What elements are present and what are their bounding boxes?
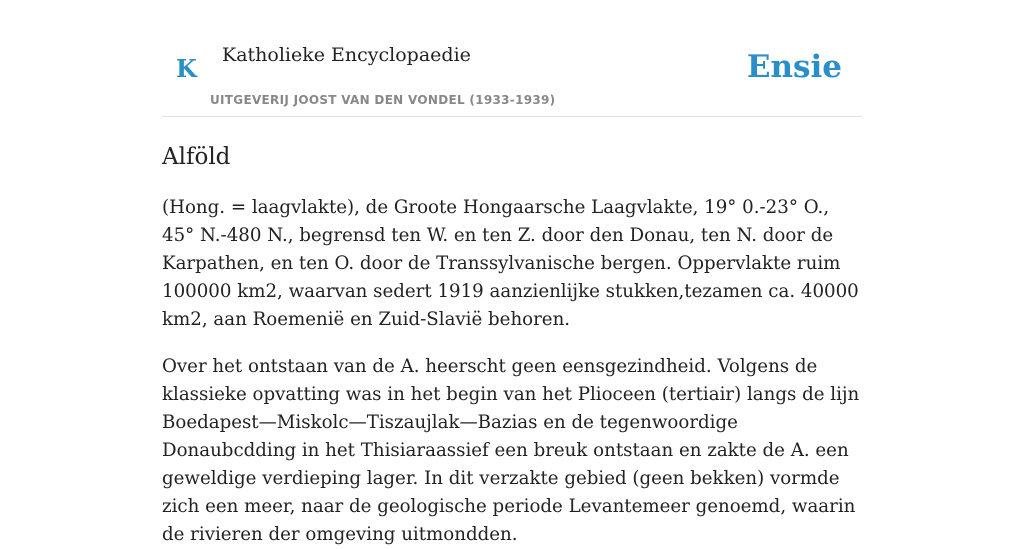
article-paragraph: Over het ontstaan van de A. heerscht geen eensgezindheid. Volgens de klassieke opvatting was in het begin van het Plioceen (tertiair) langs de lijn Boedapest—Miskolc—Tiszaujlak—Bazias en de tegenwoordige Donaubcdding in het Thisiaraassief een breuk ontstaan en zakte de A. een geweldige verdieping lager. In dit verzakte gebied (geen bekken) vormde zich een meer, naar de geologische periode Levantemeer genoemd, waarin de rivieren der omgeving uitmondden. xyxy=(162,355,860,545)
ensie-brand-link[interactable]: Ensie xyxy=(746,49,842,85)
logo-k-icon[interactable]: K xyxy=(176,54,197,83)
page-container xyxy=(162,0,862,549)
article-title: Alföld xyxy=(162,144,231,170)
article-paragraph: (Hong. = laagvlakte), de Groote Hongaarsche Laagvlakte, 19° 0.-23° O., 45° N.-480 N., begrensd ten W. en ten Z. door den Donau, ten N. door de Karpathen, en ten O. door de Transsylvanische bergen. Oppervlakte ruim 100000 km2, waarvan sedert 1919 aanzienlijke stukken,tezamen ca. 40000 km2, aan Roemenië en Zuid-Slavië behoren. xyxy=(162,196,859,330)
site-title[interactable]: Katholieke Encyclopaedie xyxy=(222,44,471,66)
article xyxy=(162,144,862,549)
site-header xyxy=(162,0,862,117)
publisher-subtitle: UITGEVERIJ JOOST VAN DEN VONDEL (1933-1939) xyxy=(210,93,556,107)
